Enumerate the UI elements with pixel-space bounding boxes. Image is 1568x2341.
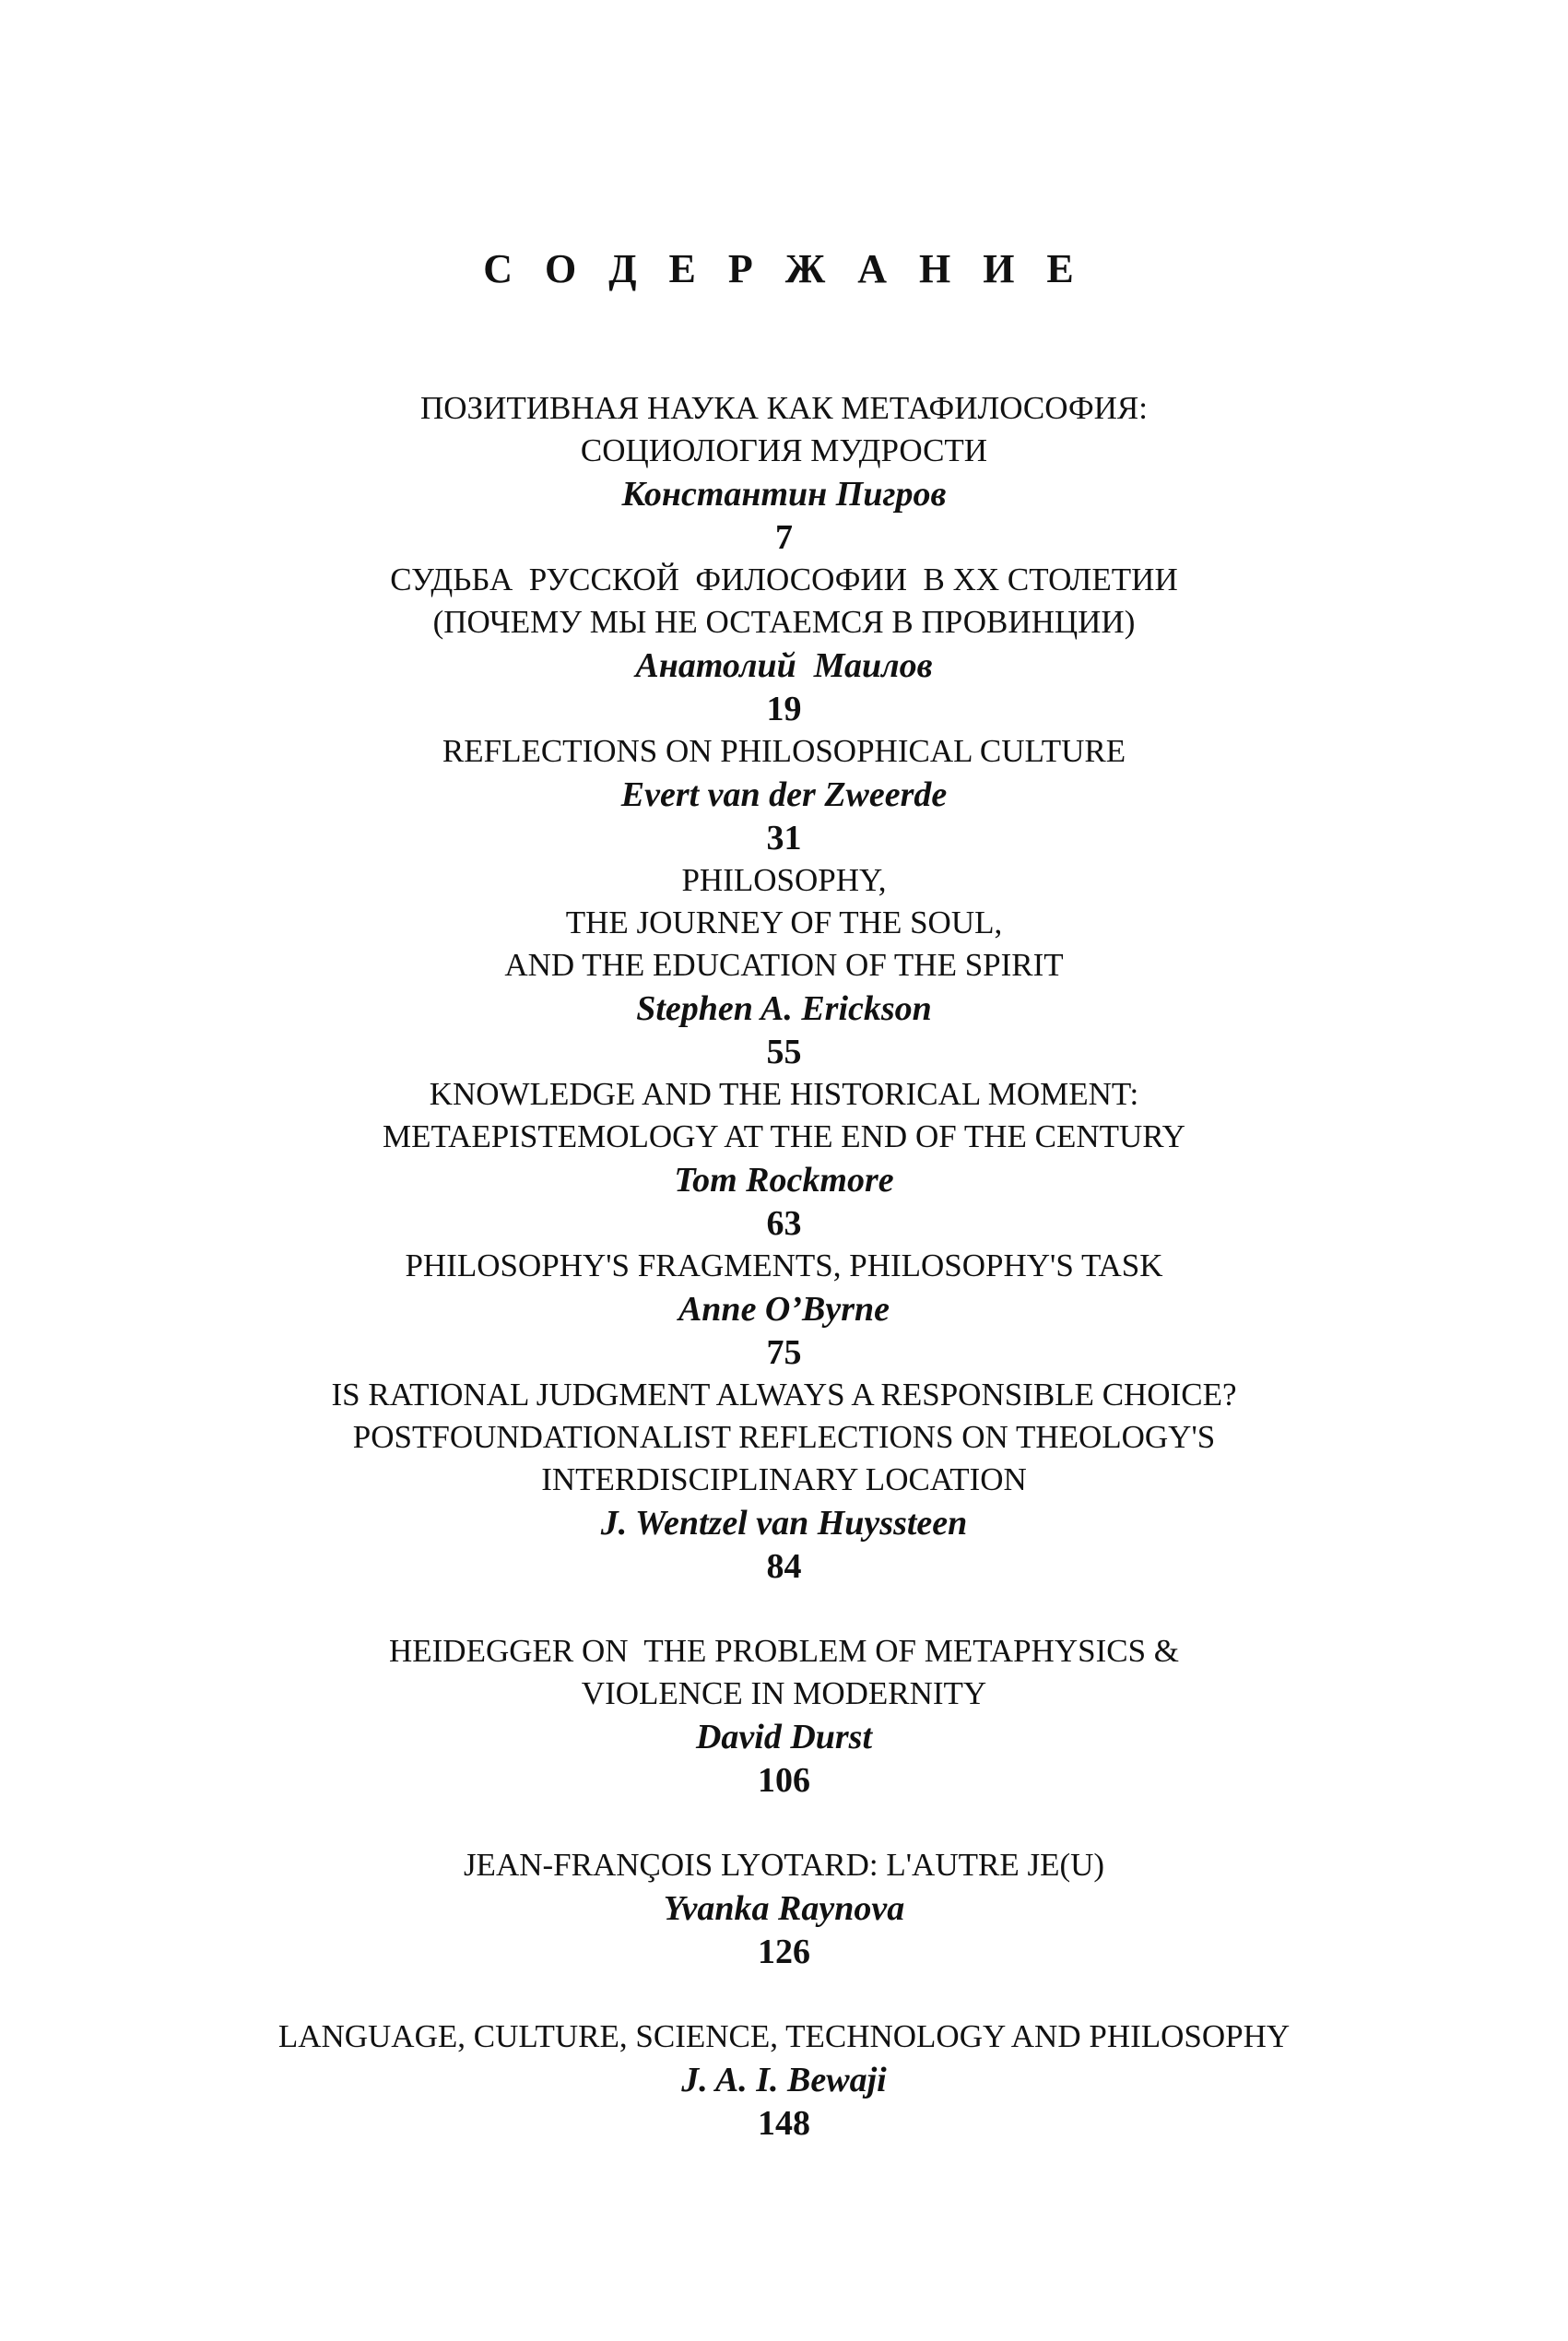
entry-author: Yvanka Raynova xyxy=(663,1889,905,1928)
toc-entry xyxy=(0,387,1568,559)
entry-page-number: 31 xyxy=(766,819,802,857)
entry-author: J. A. I. Bewaji xyxy=(681,2061,887,2099)
toc-entry xyxy=(0,1844,1568,1973)
toc-entry xyxy=(0,559,1568,730)
entry-author: Tom Rockmore xyxy=(674,1161,894,1200)
entry-author: J. Wentzel van Huyssteen xyxy=(600,1504,968,1543)
entry-title-line: METAEPISTEMOLOGY AT THE END OF THE CENTURY xyxy=(383,1118,1185,1154)
entry-title-line: REFLECTIONS ON PHILOSOPHICAL CULTURE xyxy=(442,733,1126,769)
entry-page-number: 148 xyxy=(758,2104,810,2143)
entry-title-line: СОЦИОЛОГИЯ МУДРОСТИ xyxy=(580,432,988,468)
entry-title xyxy=(0,559,1568,644)
entry-title-line: AND THE EDUCATION OF THE SPIRIT xyxy=(504,947,1064,983)
entry-title xyxy=(0,730,1568,773)
toc-entry xyxy=(0,730,1568,859)
entry-title-line: INTERDISCIPLINARY LOCATION xyxy=(541,1461,1027,1497)
toc-entry xyxy=(0,1630,1568,1802)
entry-title xyxy=(0,1374,1568,1501)
entry-page-number: 7 xyxy=(775,518,793,557)
entry-title-line: (ПОЧЕМУ МЫ НЕ ОСТАЕМСЯ В ПРОВИНЦИИ) xyxy=(432,604,1136,640)
toc-entry xyxy=(0,2016,1568,2145)
entry-title-line: VIOLENCE IN MODERNITY xyxy=(581,1675,987,1711)
toc-entry xyxy=(0,1374,1568,1588)
toc-list xyxy=(0,387,1568,2145)
entry-page-number: 55 xyxy=(766,1033,802,1071)
page-title: С О Д Е Р Ж А Н И Е xyxy=(483,246,1085,291)
toc-entry xyxy=(0,1245,1568,1374)
entry-author: Anne O’Byrne xyxy=(678,1290,890,1329)
entry-title-line: KNOWLEDGE AND THE HISTORICAL MOMENT: xyxy=(429,1076,1139,1112)
entry-title-line: POSTFOUNDATIONALIST REFLECTIONS ON THEOLOGY'S xyxy=(352,1419,1216,1455)
entry-title-line: PHILOSOPHY'S FRAGMENTS, PHILOSOPHY'S TASK xyxy=(405,1247,1163,1283)
entry-title-line: PHILOSOPHY, xyxy=(681,862,887,898)
entry-page-number: 19 xyxy=(766,690,802,728)
entry-title-line: THE JOURNEY OF THE SOUL, xyxy=(565,904,1003,940)
entry-title xyxy=(0,1245,1568,1287)
entry-title-line: LANGUAGE, CULTURE, SCIENCE, TECHNOLOGY AND PHILOSOPHY xyxy=(277,2018,1291,2054)
entry-title-line: HEIDEGGER ON THE PROBLEM OF METAPHYSICS & xyxy=(388,1633,1180,1669)
entry-title xyxy=(0,387,1568,472)
toc-entry xyxy=(0,859,1568,1073)
entry-page-number: 84 xyxy=(766,1547,802,1586)
entry-author: Stephen A. Erickson xyxy=(636,989,932,1028)
entry-author: Evert van der Zweerde xyxy=(620,775,948,814)
entry-title-line: IS RATIONAL JUDGMENT ALWAYS A RESPONSIBLE CHOICE? xyxy=(331,1377,1237,1413)
entry-title-line: ПОЗИТИВНАЯ НАУКА КАК МЕТАФИЛОСОФИЯ: xyxy=(420,390,1148,426)
entry-author: Константин Пигров xyxy=(621,475,947,514)
entry-page-number: 106 xyxy=(758,1761,810,1800)
entry-title xyxy=(0,2016,1568,2058)
entry-title xyxy=(0,1844,1568,1886)
entry-title-line: СУДЬБА РУССКОЙ ФИЛОСОФИИ В ХХ СТОЛЕТИИ xyxy=(390,562,1178,597)
toc-entry xyxy=(0,1073,1568,1245)
entry-page-number: 75 xyxy=(766,1333,802,1372)
entry-title-line: JEAN-FRANÇOIS LYOTARD: L'AUTRE JE(U) xyxy=(463,1847,1105,1883)
entry-author: David Durst xyxy=(695,1718,873,1756)
entry-title xyxy=(0,1073,1568,1158)
entry-page-number: 126 xyxy=(758,1933,810,1971)
entry-author: Анатолий Маилов xyxy=(635,646,933,685)
entry-title xyxy=(0,859,1568,987)
entry-title xyxy=(0,1630,1568,1715)
entry-page-number: 63 xyxy=(766,1204,802,1243)
